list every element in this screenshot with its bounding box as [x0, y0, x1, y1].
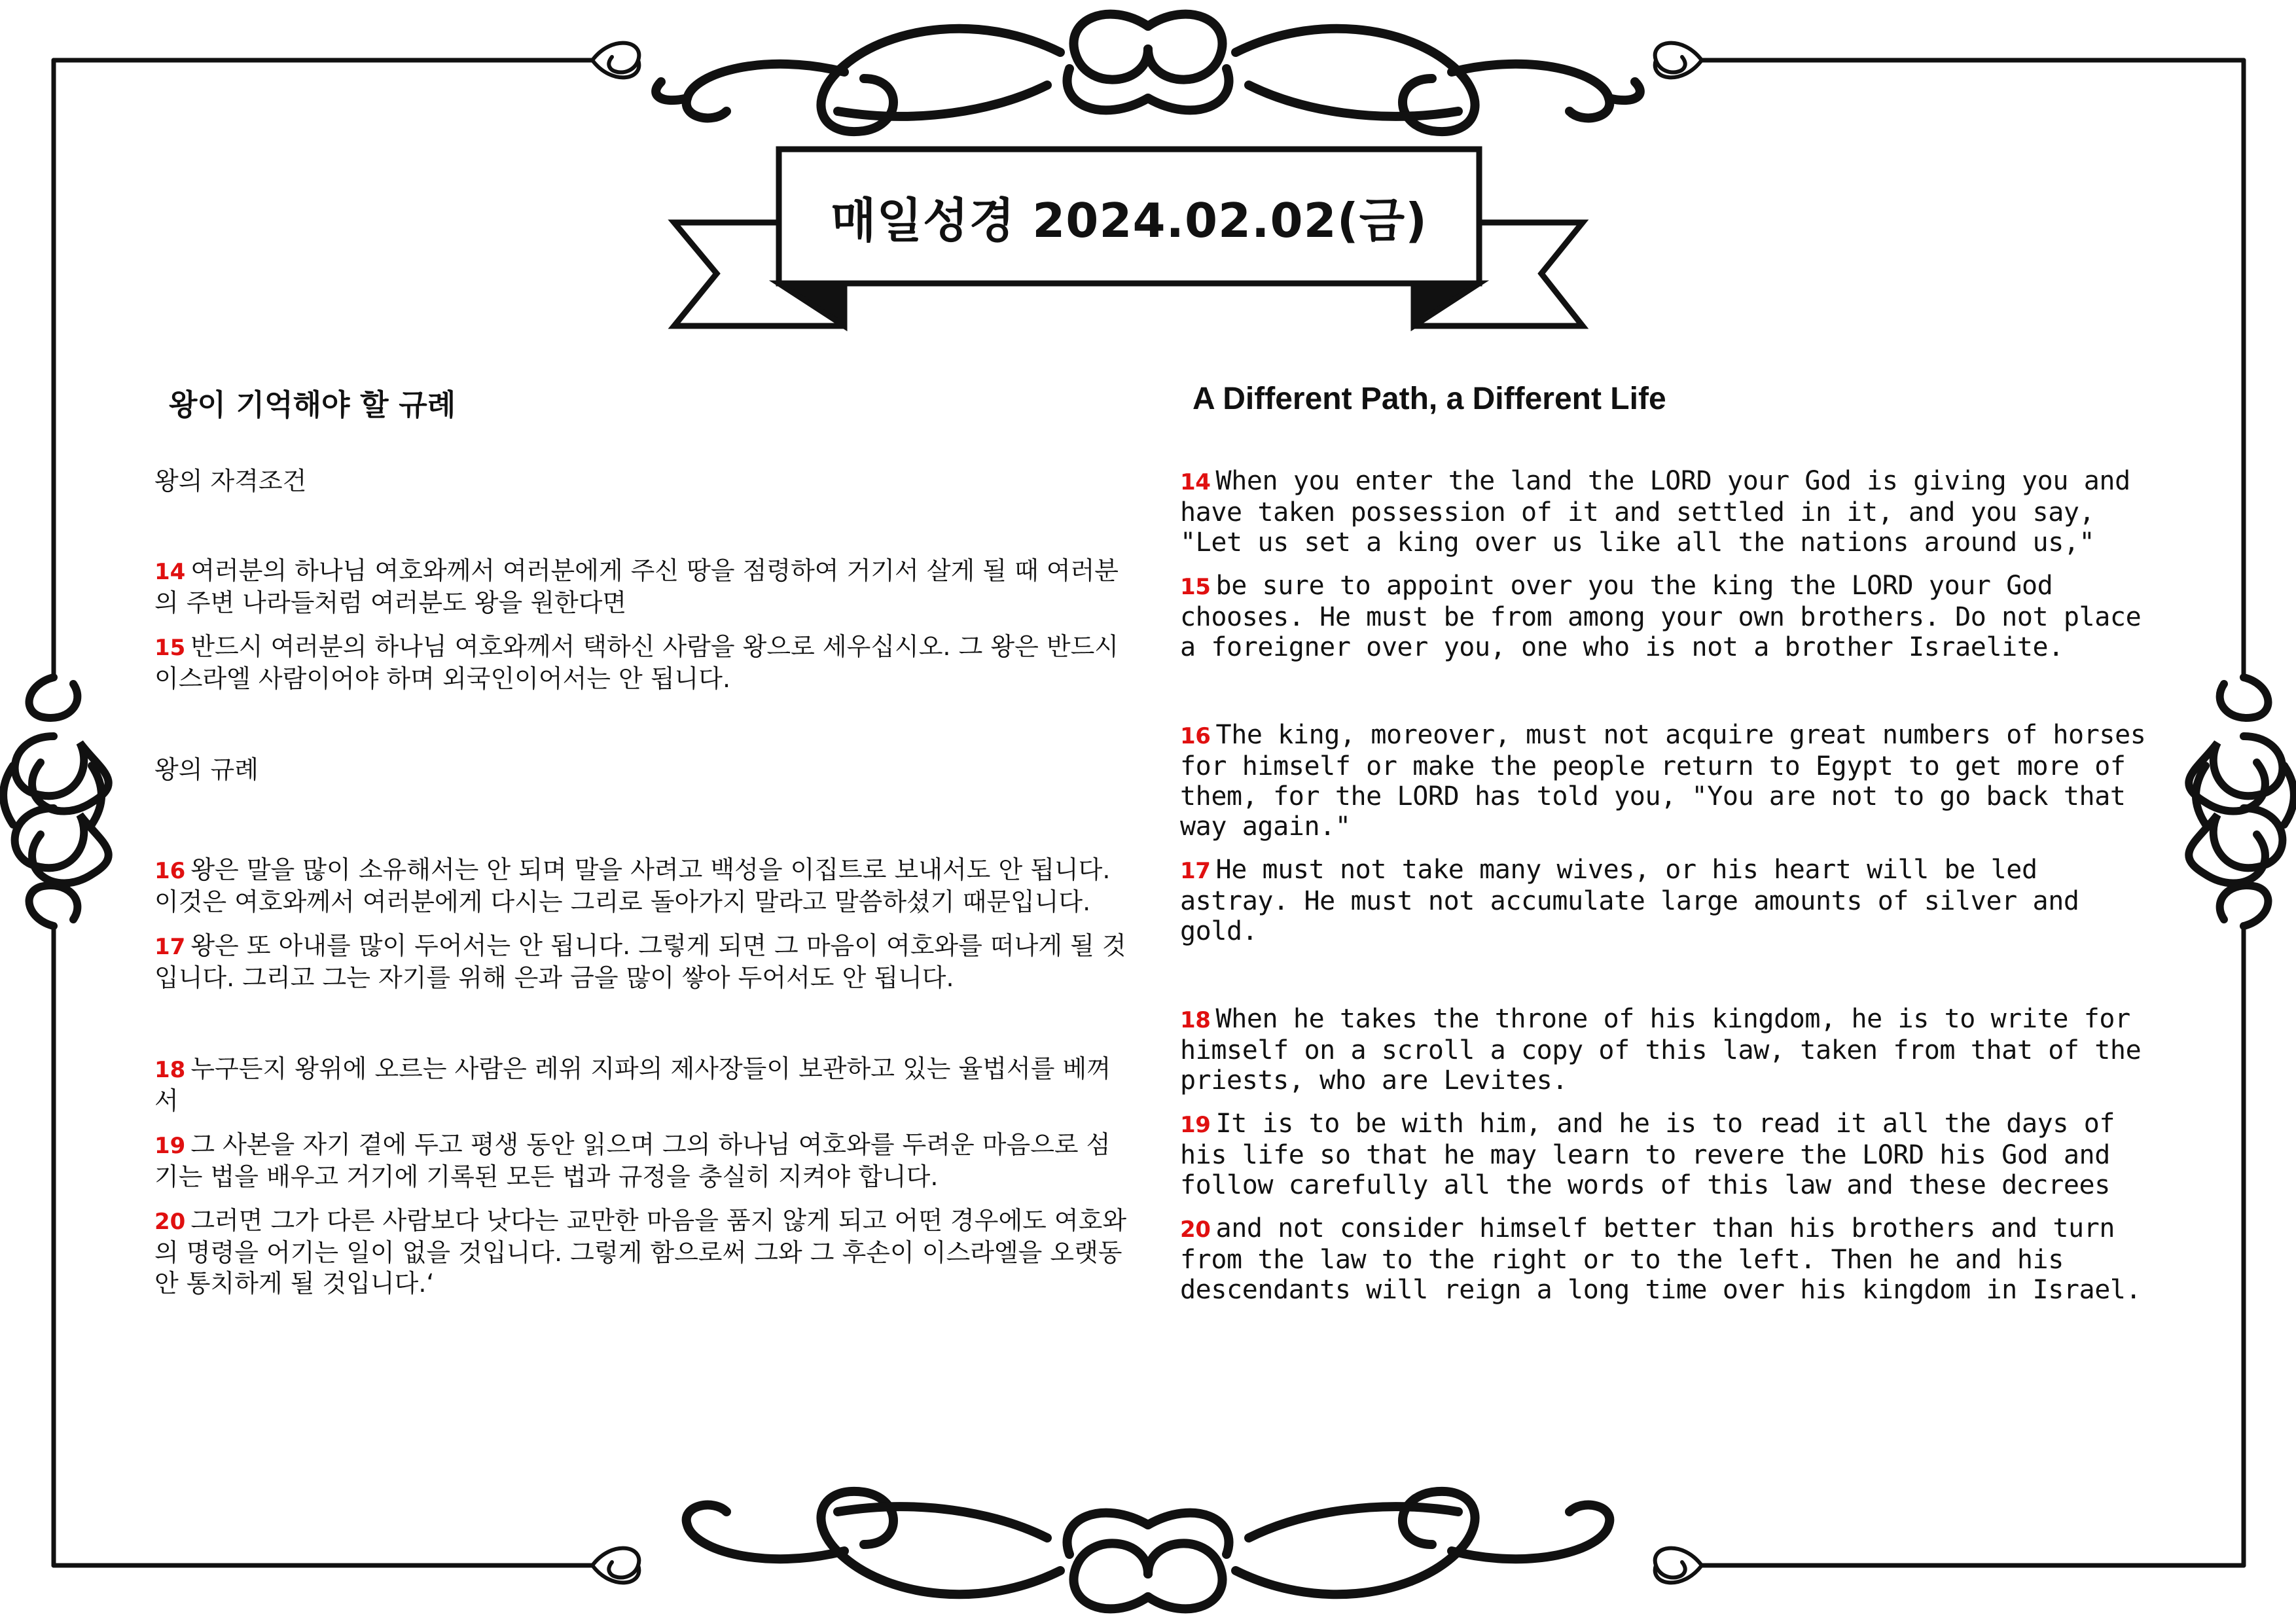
left-flourish: [3, 677, 109, 926]
verse-number: 18: [1180, 1007, 1211, 1033]
verse-number: 20: [154, 1209, 186, 1235]
verse-text: and not consider himself better than his brothers and turn from the law to the right or to the left. Then he and his descendants will reign a long time over his kingdom in Israel.: [1180, 1213, 2142, 1305]
verse-number: 14: [154, 559, 186, 585]
english-verse-17: [1180, 855, 2155, 946]
verse-number: 16: [154, 858, 186, 884]
verse-text: 왕은 말을 많이 소유해서는 안 되며 말을 사려고 백성을 이집트로 보내서도 안 됩니다. 이것은 여호와께서 여러분에게 다시는 그리로 돌아가지 말라고 말씀하셨기 때문입니다.: [154, 855, 1111, 916]
verse-text: 반드시 여러분의 하나님 여호와께서 택하신 사람을 왕으로 세우십시오. 그 왕은 반드시 이스라엘 사람이어야 하며 외국인이어서는 안 됩니다.: [154, 632, 1119, 693]
verse-number: 15: [1180, 574, 1211, 600]
verse-text: 그러면 그가 다른 사람보다 낫다는 교만한 마음을 품지 않게 되고 어떤 경우에도 여호와의 명령을 어기는 일이 없을 것입니다. 그렇게 함으로써 그와 그 후손이 이스라엘을 오랫동안 통치하게 될 것입니다.‘: [154, 1206, 1127, 1298]
korean-heading: 왕이 기억해야 할 규례: [169, 387, 456, 422]
bottom-flourish: [687, 1491, 1610, 1609]
korean-subheading-qualification: 왕의 자격조건: [154, 467, 307, 495]
korean-verse-17: [154, 931, 1130, 993]
english-verse-14: [1180, 466, 2155, 558]
verse-number: 16: [1180, 723, 1211, 749]
right-flourish: [2189, 677, 2294, 926]
english-verse-19: [1180, 1109, 2155, 1200]
verse-text: 그 사본을 자기 곁에 두고 평생 동안 읽으며 그의 하나님 여호와를 두려운 마음으로 섬기는 법을 배우고 거기에 기록된 모든 법과 규정을 충실히 지켜야 합니다.: [154, 1130, 1111, 1191]
verse-text: When he takes the throne of his kingdom, he is to write for himself on a scroll a copy of this law, taken from that of the priests, who are Levites.: [1180, 1004, 2142, 1096]
verse-number: 20: [1180, 1217, 1211, 1243]
verse-text: The king, moreover, must not acquire great numbers of horses for himself or make the people return to Egypt to get more of them, for the LORD has told you, "You are not to go back that way again.": [1180, 720, 2146, 842]
korean-verse-19: [154, 1130, 1130, 1192]
verse-number: 18: [154, 1057, 186, 1083]
verse-number: 15: [154, 635, 186, 661]
verse-number: 19: [1180, 1112, 1211, 1138]
verse-text: 누구든지 왕위에 오르는 사람은 레위 지파의 제사장들이 보관하고 있는 율법서를 베껴서: [154, 1054, 1111, 1115]
verse-number: 14: [1180, 469, 1211, 495]
korean-verse-18: [154, 1054, 1130, 1116]
korean-verse-15: [154, 632, 1130, 694]
verse-text: When you enter the land the LORD your God is giving you and have taken possession of it and settled in it, and you say, "Let us set a king over us like all the nations around us,": [1180, 466, 2130, 558]
verse-text: He must not take many wives, or his heart will be led astray. He must not accumulate large amounts of silver and gold.: [1180, 855, 2079, 946]
english-verse-20: [1180, 1213, 2155, 1305]
english-verse-15: [1180, 571, 2155, 662]
verse-text: It is to be with him, and he is to read it all the days of his life so that he may learn to revere the LORD his God and follow carefully all the words of this law and these decrees: [1180, 1109, 2115, 1200]
top-flourish: [656, 14, 1640, 132]
korean-verse-20: [154, 1205, 1130, 1299]
english-verse-16: [1180, 720, 2155, 842]
english-verse-18: [1180, 1004, 2155, 1096]
verse-text: 여러분의 하나님 여호와께서 여러분에게 주신 땅을 점령하여 거기서 살게 될 때 여러분의 주변 나라들처럼 여러분도 왕을 원한다면: [154, 556, 1119, 617]
korean-verse-14: [154, 556, 1130, 618]
verse-text: be sure to appoint over you the king the LORD your God chooses. He must be from among your own brothers. Do not place a foreigner over you, one who is not a brother Israelite.: [1180, 571, 2142, 662]
english-column: [1180, 466, 2155, 1305]
verse-number: 17: [1180, 858, 1211, 884]
verse-number: 17: [154, 934, 186, 960]
korean-column: [154, 466, 1130, 1299]
verse-number: 19: [154, 1133, 186, 1159]
verse-text: 왕은 또 아내를 많이 두어서는 안 됩니다. 그렇게 되면 그 마음이 여호와를 떠나게 될 것입니다. 그리고 그는 자기를 위해 은과 금을 많이 쌓아 두어서도 안 됩니다.: [154, 931, 1126, 992]
page-title: 매일성경 2024.02.02(금): [830, 192, 1428, 248]
korean-verse-16: [154, 855, 1130, 918]
korean-subheading-rules: 왕의 규례: [154, 755, 259, 784]
english-heading: A Different Path, a Different Life: [1193, 382, 1666, 416]
